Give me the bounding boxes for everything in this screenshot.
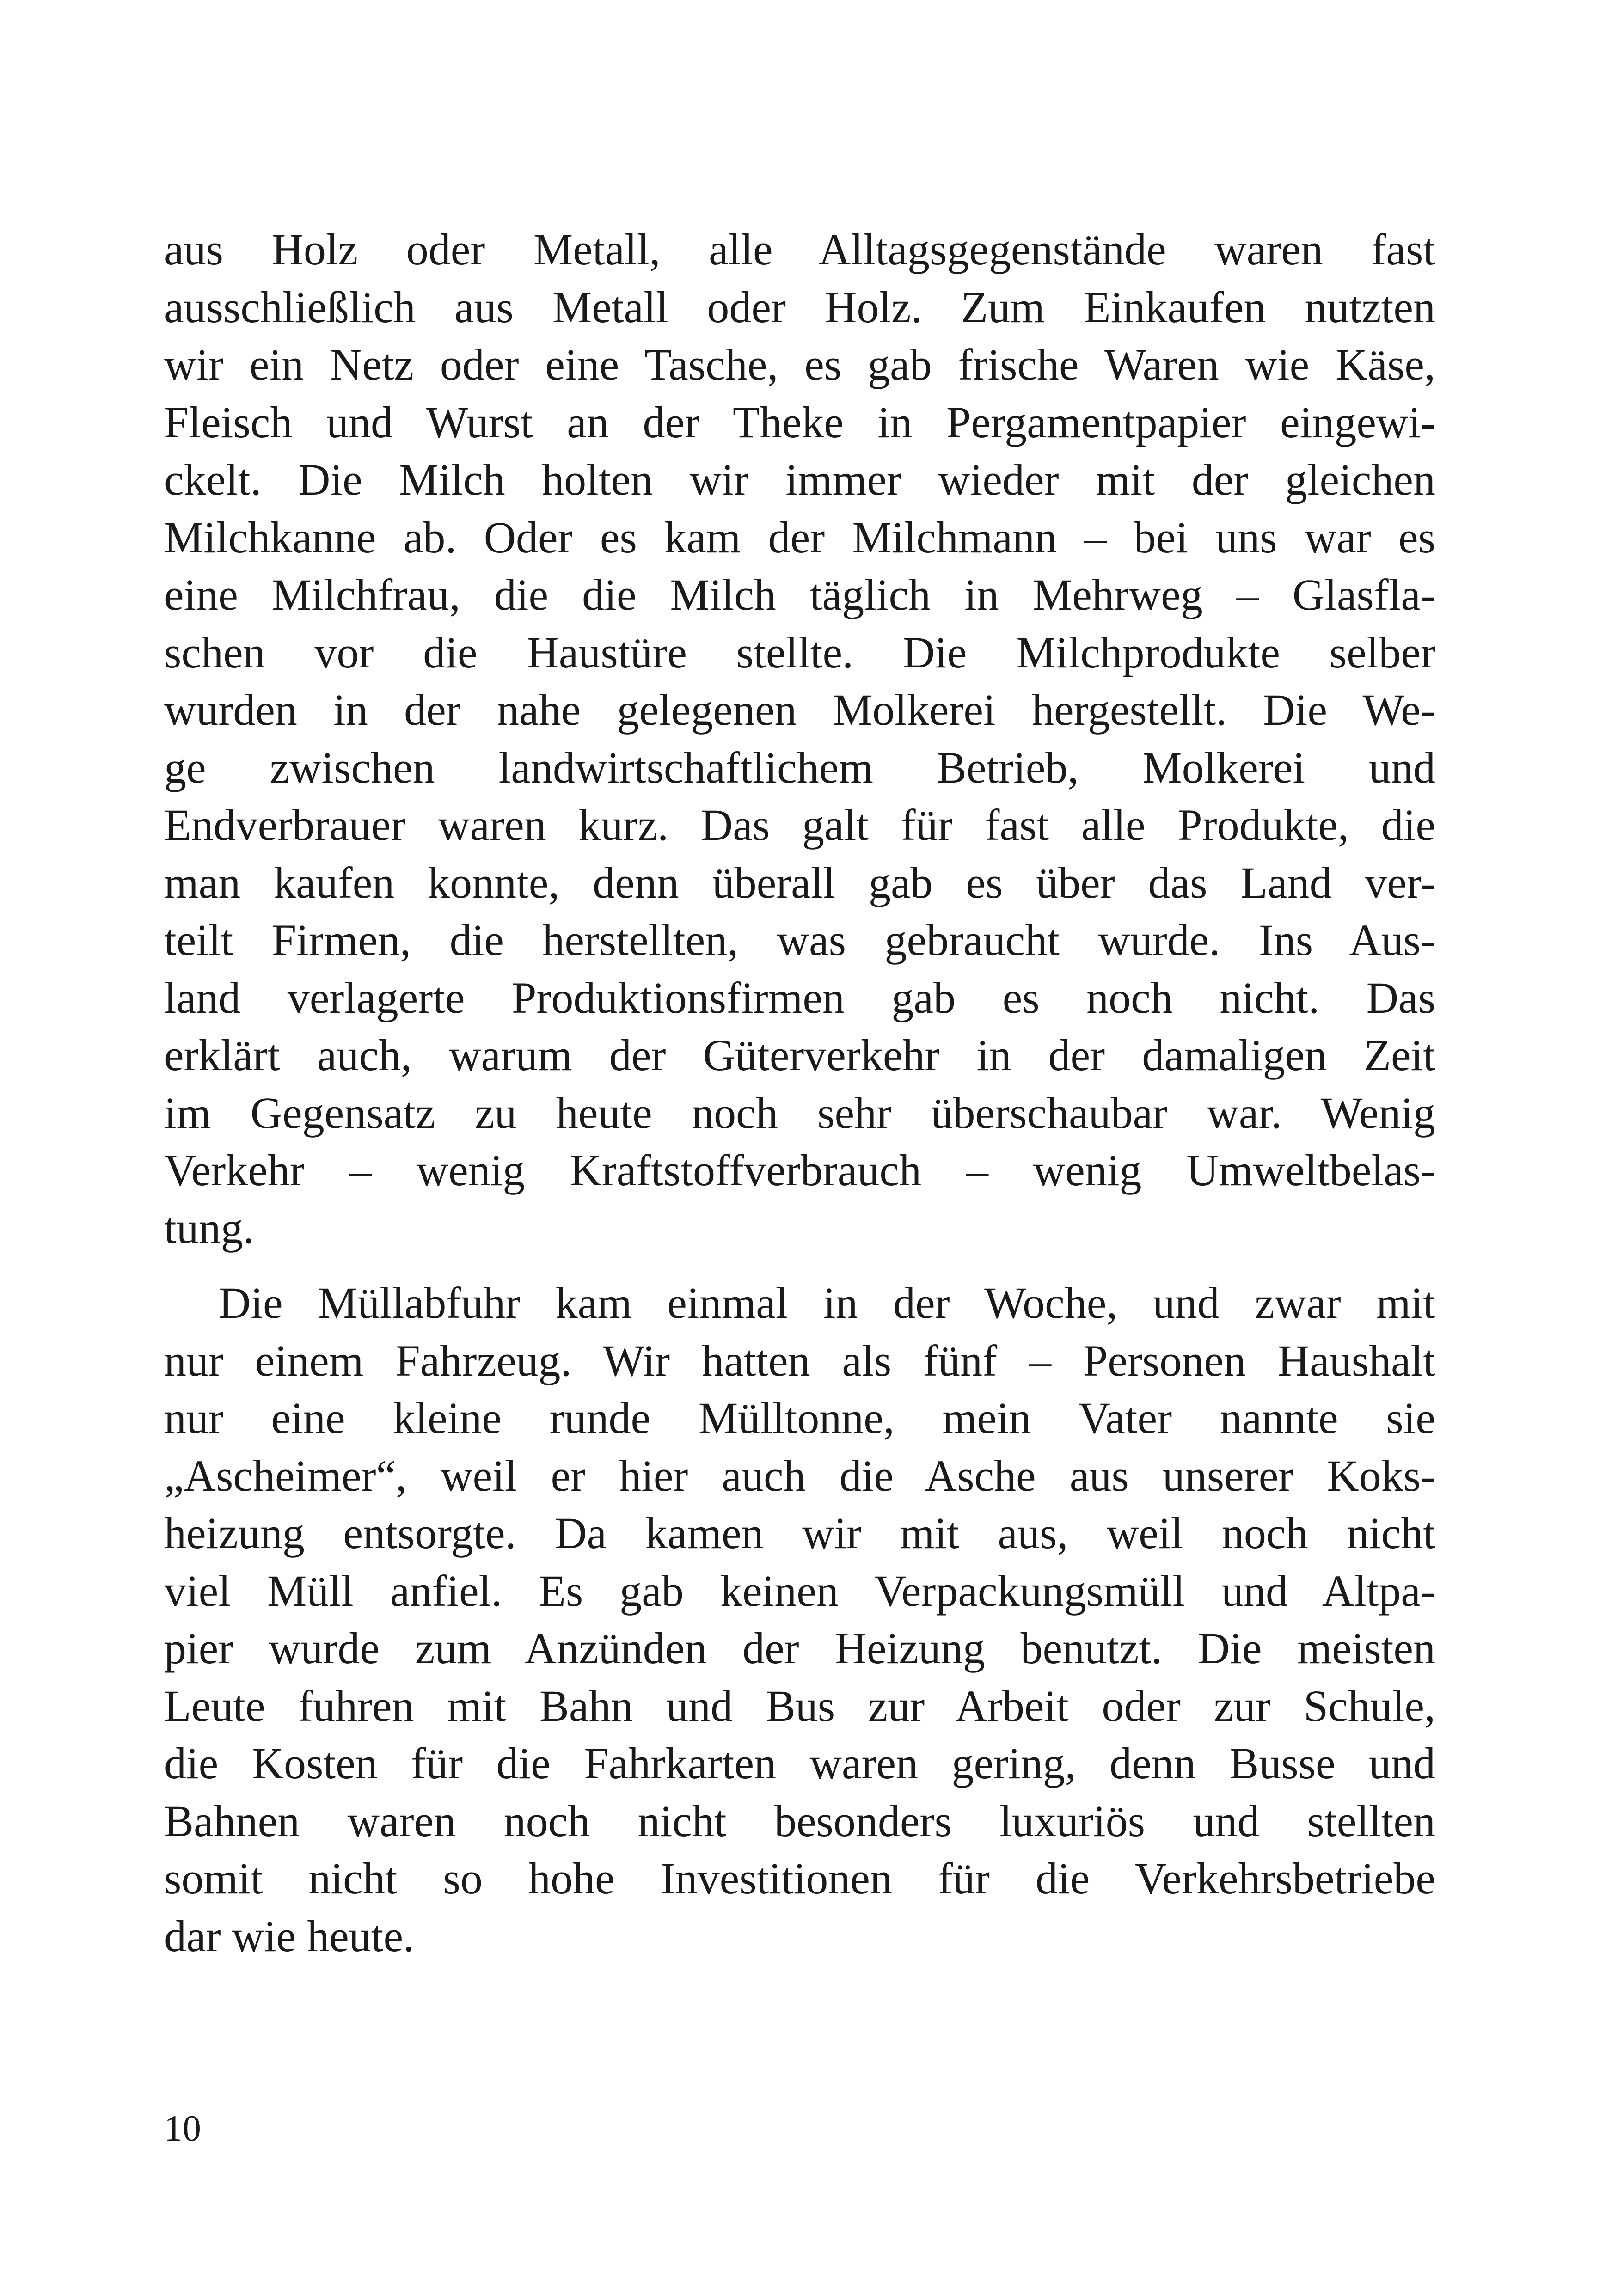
paragraph-2-line: somit nicht so hohe Investitionen für die Verkehrsbetriebe xyxy=(164,1854,1435,1903)
paragraph-2-line: Leute fuhren mit Bahn und Bus zur Arbeit oder zur Schule, xyxy=(164,1681,1435,1731)
paragraph-1-line: teilt Firmen, die herstellten, was gebraucht wurde. Ins Aus- xyxy=(164,915,1435,965)
body-text xyxy=(164,221,1435,1965)
paragraph-2-line: Die Müllabfuhr kam einmal in der Woche, und zwar mit xyxy=(219,1278,1435,1328)
paragraph-2-line: heizung entsorgte. Da kamen wir mit aus, weil noch nicht xyxy=(164,1508,1435,1558)
paragraph-1-line: aus Holz oder Metall, alle Alltagsgegenstände waren fast xyxy=(164,225,1435,274)
paragraph-2-line: dar wie heute. xyxy=(164,1911,415,1961)
paragraph-1-line: Verkehr – wenig Kraftstoffverbrauch – wenig Umweltbelas- xyxy=(164,1145,1435,1195)
paragraph-1-line: schen vor die Haustüre stellte. Die Milchprodukte selber xyxy=(164,627,1435,677)
paragraph-1-line: Endverbrauer waren kurz. Das galt für fast alle Produkte, die xyxy=(164,800,1435,850)
paragraph-2-line: „Ascheimer“, weil er hier auch die Asche aus unserer Koks- xyxy=(164,1451,1435,1500)
paragraph-1-line: Fleisch und Wurst an der Theke in Pergamentpapier eingewi- xyxy=(164,397,1435,447)
paragraph-1-line: land verlagerte Produktionsfirmen gab es noch nicht. Das xyxy=(164,973,1435,1022)
paragraph-2-line: viel Müll anfiel. Es gab keinen Verpackungsmüll und Altpa- xyxy=(164,1566,1435,1616)
paragraph-1-line: im Gegensatz zu heute noch sehr überschaubar war. Wenig xyxy=(164,1088,1435,1138)
paragraph-1-line: wurden in der nahe gelegenen Molkerei hergestellt. Die We- xyxy=(164,685,1435,735)
paragraph-2-line: pier wurde zum Anzünden der Heizung benutzt. Die meisten xyxy=(164,1623,1435,1673)
paragraph-1-line: ausschließlich aus Metall oder Holz. Zum Einkaufen nutzten xyxy=(164,282,1435,332)
page-number: 10 xyxy=(164,2108,201,2149)
paragraph-1-line: tung. xyxy=(164,1203,254,1253)
paragraph-gap xyxy=(164,1257,1435,1274)
paragraph-2-line: nur einem Fahrzeug. Wir hatten als fünf – Personen Haushalt xyxy=(164,1335,1435,1385)
paragraph-2-line: Bahnen waren noch nicht besonders luxuriös und stellten xyxy=(164,1796,1435,1846)
paragraph-1-line: Milchkanne ab. Oder es kam der Milchmann – bei uns war es xyxy=(164,512,1435,562)
paragraph-1-line: man kaufen konnte, denn überall gab es über das Land ver- xyxy=(164,857,1435,907)
paragraph-2-line: nur eine kleine runde Mülltonne, mein Vater nannte sie xyxy=(164,1393,1435,1443)
paragraph-1-line: ge zwischen landwirtschaftlichem Betrieb, Molkerei und xyxy=(164,742,1435,792)
paragraph-1-line: erklärt auch, warum der Güterverkehr in der damaligen Zeit xyxy=(164,1030,1435,1080)
paragraph-2-line: die Kosten für die Fahrkarten waren gering, denn Busse und xyxy=(164,1739,1435,1788)
paragraph-1-line: ckelt. Die Milch holten wir immer wieder mit der gleichen xyxy=(164,455,1435,504)
paragraph-1-line: eine Milchfrau, die die Milch täglich in Mehrweg – Glasfla- xyxy=(164,570,1435,619)
paragraph-1-line: wir ein Netz oder eine Tasche, es gab frische Waren wie Käse, xyxy=(164,340,1435,389)
